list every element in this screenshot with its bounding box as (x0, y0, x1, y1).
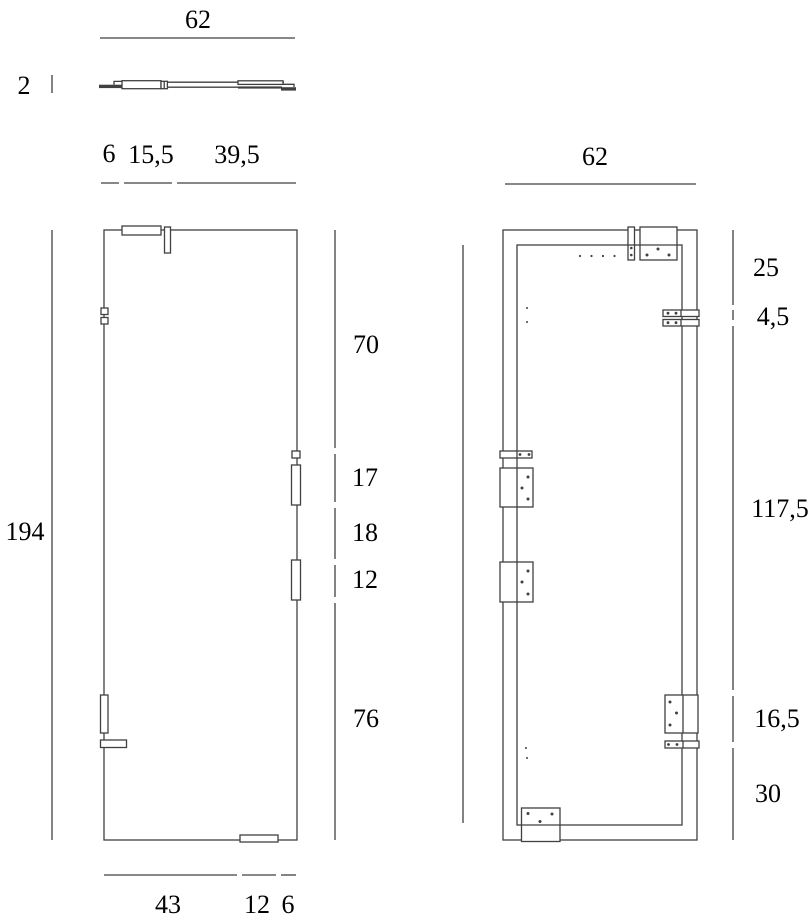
dim-label-section-width: 62 (185, 5, 211, 34)
front-left-keep-lower (101, 318, 108, 325)
front-right-lock-plate-lower (292, 560, 301, 600)
back-left-hinge-bar (500, 451, 532, 458)
dim-label-back-width: 62 (582, 142, 608, 171)
dim-label-6: 6 (102, 139, 116, 168)
section-right-edge-cap (281, 87, 296, 90)
dim-label-thickness: 2 (17, 71, 31, 100)
back-view-panel (463, 227, 699, 842)
front-view-panel (101, 226, 301, 842)
dim-label-18: 18 (352, 518, 378, 547)
dim-label-25: 25 (753, 253, 779, 282)
front-bottom-bracket (240, 835, 278, 842)
dim-label-70: 70 (353, 330, 379, 359)
dim-label-17: 17 (352, 463, 378, 492)
front-right-lock-plate-upper (292, 465, 301, 505)
dim-label-76: 76 (353, 704, 379, 733)
section-left-step (114, 81, 122, 84)
section-glass-overlay (238, 81, 283, 85)
dim-label-16-5: 16,5 (754, 704, 800, 733)
front-top-pin (165, 227, 171, 253)
section-overlay-underline (238, 86, 282, 88)
section-view-profile (99, 81, 296, 91)
front-bottom-left-plate (101, 695, 109, 733)
dim-label-4-5: 4,5 (756, 302, 790, 331)
front-bottom-left-bracket (101, 740, 127, 748)
dim-label-39-5: 39,5 (214, 140, 260, 169)
front-right-latch (292, 451, 300, 458)
dim-label-15-5: 15,5 (128, 140, 174, 169)
front-top-bracket (122, 226, 161, 235)
section-left-edge-cap (99, 85, 122, 88)
back-panel-inner-outline (517, 245, 682, 825)
dim-label-height-194: 194 (5, 517, 45, 546)
back-drill-marks (525, 307, 528, 759)
section-lock-block (122, 81, 161, 89)
dim-label-12: 12 (352, 565, 378, 594)
dim-label-117-5: 117,5 (751, 494, 809, 523)
back-bottom-right-bar (665, 741, 699, 748)
dim-label-12b: 12 (244, 890, 270, 919)
dim-label-43: 43 (155, 890, 181, 919)
dim-label-30: 30 (755, 779, 781, 808)
front-dimension-lines (52, 230, 335, 875)
front-left-keep-upper (101, 308, 108, 315)
front-panel-outline (104, 230, 297, 840)
section-right-hook (283, 84, 294, 87)
dim-label-6b: 6 (281, 890, 295, 919)
